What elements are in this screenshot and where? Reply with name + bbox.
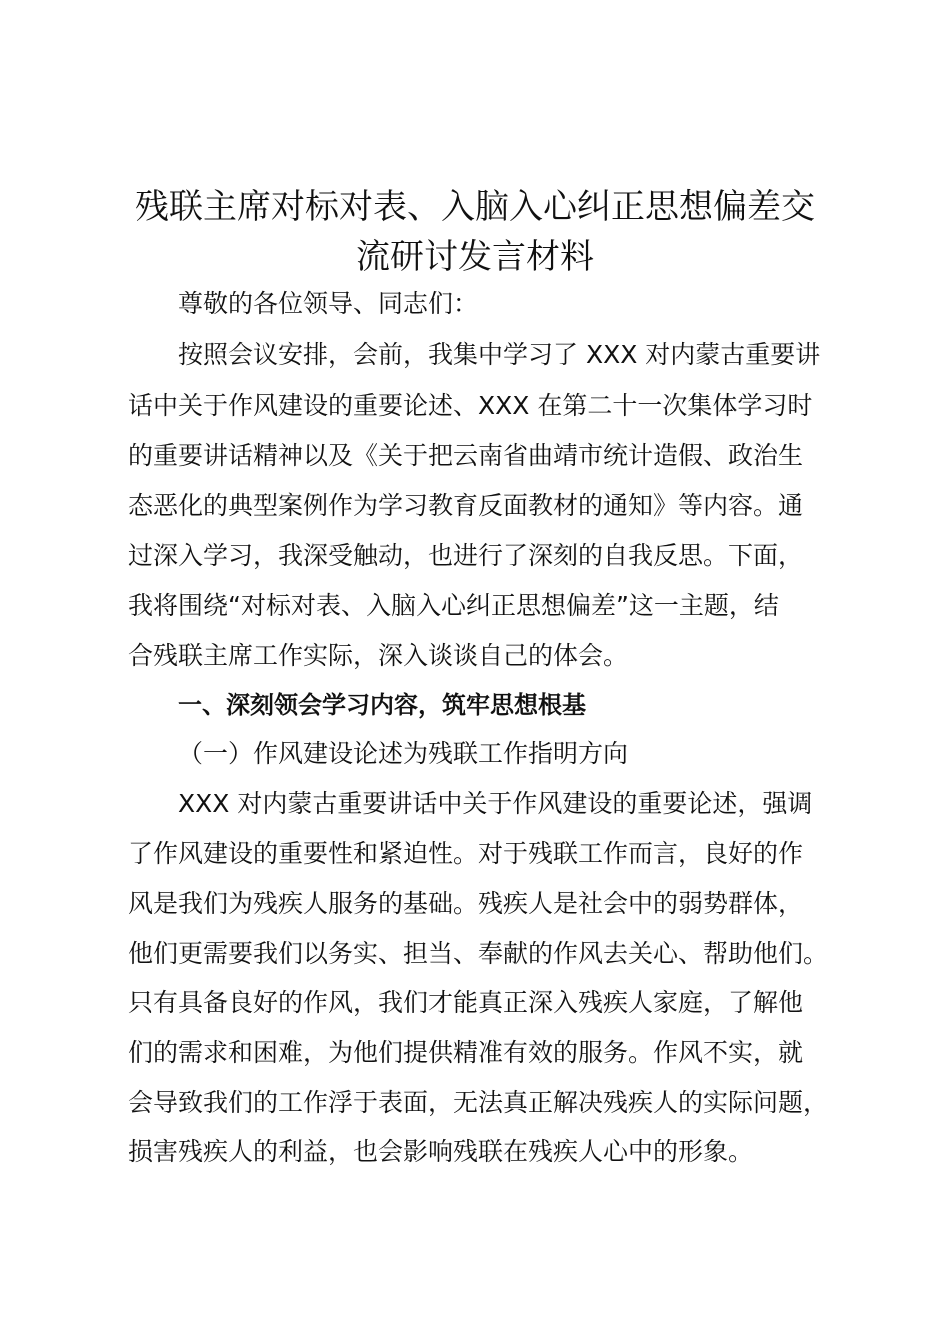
paragraph-1-line: 按照会议安排，会前，我集中学习了 XXX 对内蒙古重要讲 <box>178 340 821 369</box>
paragraph-2-line: 损害残疾人的利益，也会影响残联在残疾人心中的形象。 <box>128 1137 754 1166</box>
paragraph-1-line: 过深入学习，我深受触动，也进行了深刻的自我反思。下面， <box>128 541 804 570</box>
paragraph-2-line: 他们更需要我们以务实、担当、奉献的作风去关心、帮助他们。 <box>128 939 829 968</box>
salutation: 尊敬的各位领导、同志们： <box>178 289 479 318</box>
paragraph-2-line: 只有具备良好的作风，我们才能真正深入残疾人家庭，了解他 <box>128 988 804 1017</box>
section-heading: 一、深刻领会学习内容，筑牢思想根基 <box>178 691 586 719</box>
subsection-heading: （一）作风建设论述为残联工作指明方向 <box>178 739 629 768</box>
paragraph-2-line: 会导致我们的工作浮于表面，无法真正解决残疾人的实际问题， <box>128 1088 829 1117</box>
paragraph-1-line: 话中关于作风建设的重要论述、XXX 在第二十一次集体学习时 <box>128 391 813 420</box>
paragraph-2-line: XXX 对内蒙古重要讲话中关于作风建设的重要论述，强调 <box>178 789 813 818</box>
paragraph-2-line: 了作风建设的重要性和紧迫性。对于残联工作而言，良好的作 <box>128 839 804 868</box>
document-title-line-1: 残联主席对标对表、入脑入心纠正思想偏差交 <box>135 187 815 227</box>
paragraph-1-line: 我将围绕“对标对表、入脑入心纠正思想偏差”这一主题，结 <box>128 591 779 620</box>
paragraph-1-line: 态恶化的典型案例作为学习教育反面教材的通知》等内容。通 <box>128 491 804 520</box>
paragraph-2-line: 们的需求和困难，为他们提供精准有效的服务。作风不实，就 <box>128 1038 804 1067</box>
document-title-line-2: 流研讨发言材料 <box>356 237 594 277</box>
paragraph-1-line: 合残联主席工作实际，深入谈谈自己的体会。 <box>128 641 629 670</box>
paragraph-1-line: 的重要讲话精神以及《关于把云南省曲靖市统计造假、政治生 <box>128 441 804 470</box>
paragraph-2-line: 风是我们为残疾人服务的基础。残疾人是社会中的弱势群体， <box>128 889 804 918</box>
